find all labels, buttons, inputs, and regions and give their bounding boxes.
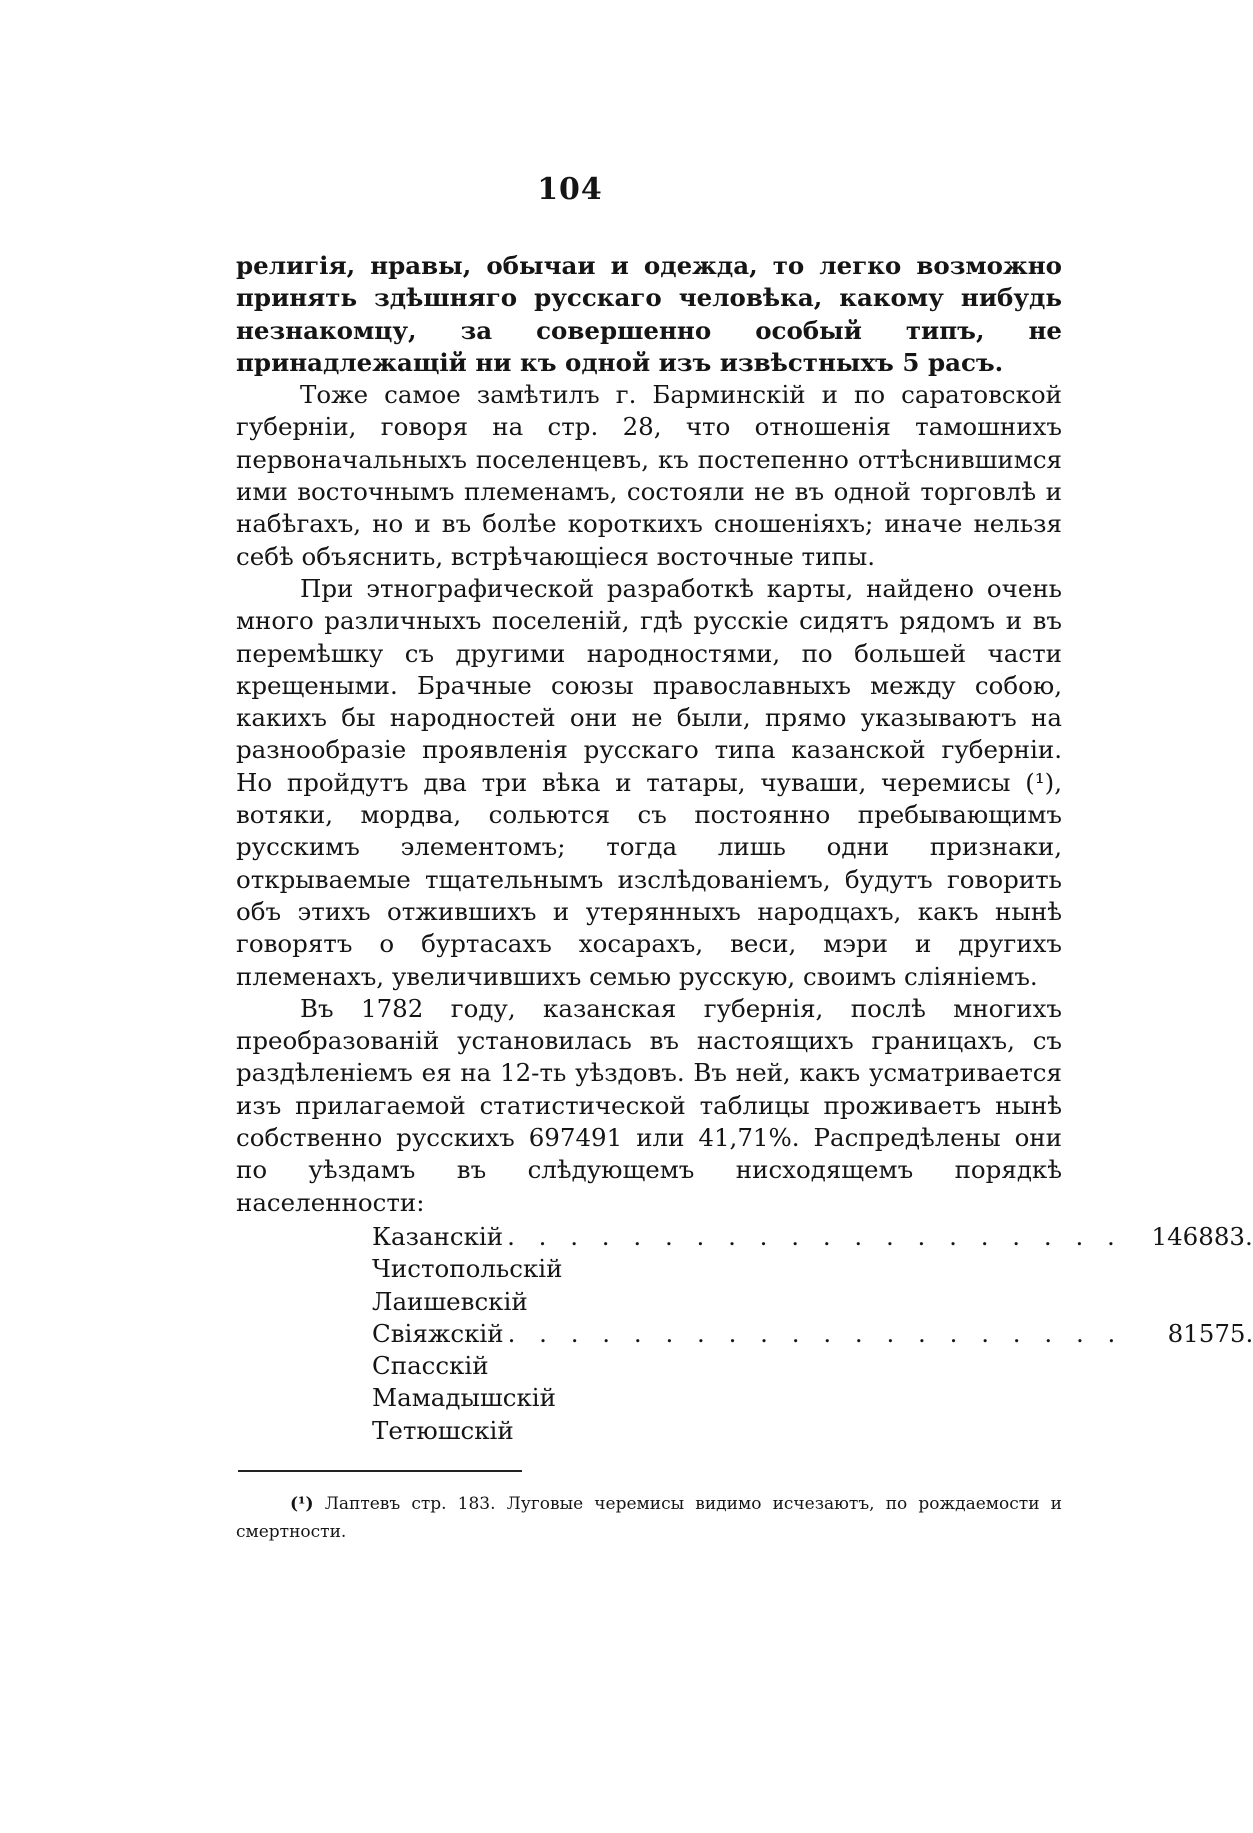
district-row bbox=[372, 1415, 1062, 1447]
footnote-mark: (¹) bbox=[290, 1494, 314, 1514]
district-name: Спасскій bbox=[372, 1351, 489, 1381]
district-value: 146883. bbox=[1151, 1222, 1253, 1251]
district-list bbox=[372, 1221, 1253, 1447]
district-name: Свіяжскій bbox=[372, 1318, 504, 1348]
paragraph-1: религія, нравы, обычаи и одежда, то легко возможно принять здѣшняго русскаго человѣка, какому нибудь незнакомцу, за совершенно особый типъ, не принадлежащій ни къ одной изъ извѣстныхъ 5 расъ. bbox=[236, 251, 1062, 377]
district-row bbox=[372, 1350, 1062, 1382]
district-value: 81575. bbox=[1167, 1318, 1253, 1348]
district-name: Чистопольскій bbox=[372, 1254, 563, 1284]
district-row bbox=[372, 1318, 1253, 1350]
district-row bbox=[372, 1286, 1062, 1318]
district-row bbox=[372, 1221, 1253, 1253]
district-row bbox=[372, 1382, 1062, 1414]
paragraph-2: Тоже самое замѣтилъ г. Барминскій и по саратовской губерніи, говоря на стр. 28, что отношенія тамошнихъ первоначальныхъ поселенцевъ, къ постепенно оттѣснившимся ими восточнымъ племенамъ, состояли не въ одной торговлѣ и набѣгахъ, но и въ болѣе короткихъ сношеніяхъ; иначе нельзя себѣ объяснить, встрѣчающіеся восточные типы. bbox=[236, 380, 1062, 571]
district-name: Лаишевскій bbox=[372, 1286, 528, 1316]
leader-dots: . . . . . . . . . . . . . . . . . . . . bbox=[507, 1222, 1123, 1251]
district-name: Мамадышскій bbox=[372, 1383, 556, 1413]
leader-dots: . . . . . . . . . . . . . . . . . . . . bbox=[507, 1318, 1124, 1348]
paragraph-3: При этнографической разработкѣ карты, найдено очень много различныхъ поселеній, гдѣ русскіе сидятъ рядомъ и въ перемѣшку съ другими народностями, по большей части крещеными. Брачные союзы православныхъ между собою, какихъ бы народностей они не были, прямо указываютъ на разнообразіе проявленія русскаго типа казанской губерніи. Но пройдутъ два три вѣка и татары, чуваши, черемисы (¹), вотяки, мордва, сольются съ постоянно пребывающимъ русскимъ элементомъ; тогда лишь одни признаки, открываемые тщательнымъ изслѣдованіемъ, будутъ говорить объ этихъ отжившихъ и утерянныхъ народцахъ, какъ нынѣ говорятъ о буртасахъ хоcарахъ, веси, мэри и другихъ племенахъ, увеличившихъ семью русскую, своимъ сліяніемъ. bbox=[236, 573, 1062, 991]
district-row bbox=[372, 1253, 1062, 1285]
paragraph-4: Въ 1782 году, казанская губернія, послѣ многихъ преобразованій установилась въ настоящихъ границахъ, съ раздѣленіемъ ея на 12-ть уѣздовъ. Въ ней, какъ усматривается изъ прилагаемой статистической таблицы проживаетъ нынѣ собственно русскихъ 697491 или 41,71%. Распредѣлены они по уѣздамъ въ слѣдующемъ нисходящемъ порядкѣ населенности: bbox=[236, 993, 1062, 1217]
district-name: Казанскій bbox=[372, 1222, 504, 1251]
footnote-divider bbox=[238, 1470, 522, 1472]
footnote-text: Лаптевъ стр. 183. Луговые черемисы видимо исчезаютъ, по рождаемости и смертности. bbox=[236, 1494, 1062, 1542]
district-name: Тетюшскій bbox=[372, 1415, 514, 1445]
footnote bbox=[236, 1490, 1062, 1546]
main-text bbox=[236, 250, 1062, 1219]
page-number: 104 bbox=[537, 172, 603, 207]
